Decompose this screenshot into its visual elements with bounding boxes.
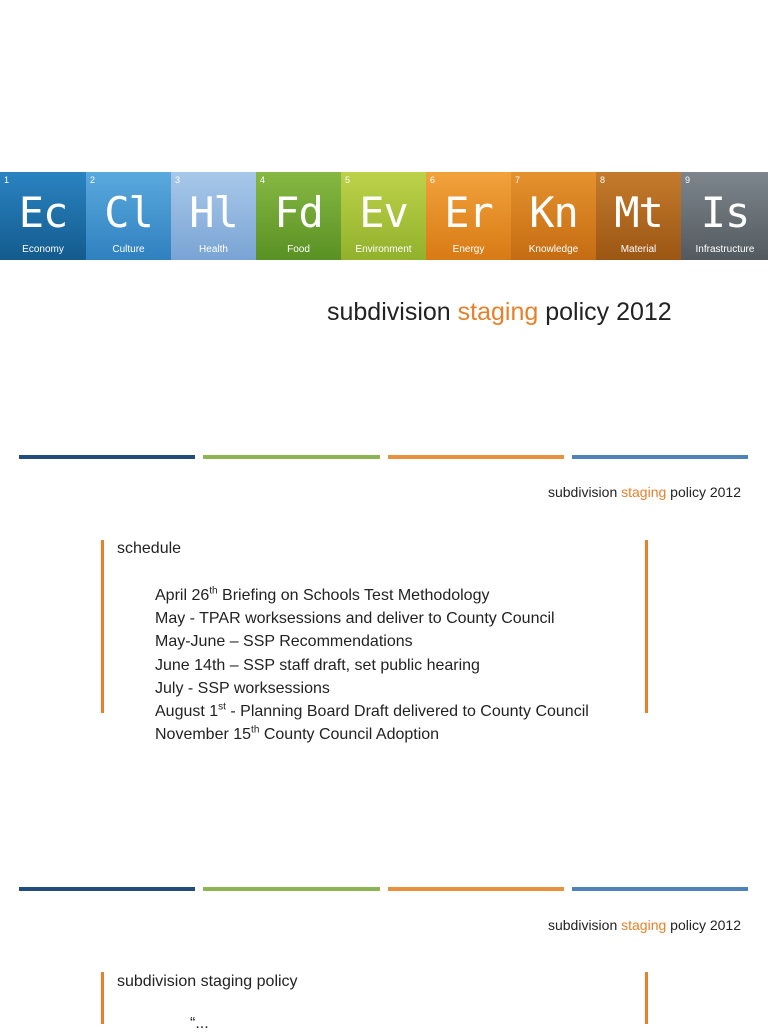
tile-material: [596, 172, 681, 260]
tile-number: 2: [90, 175, 96, 185]
list-item: July - SSP worksessions: [155, 679, 330, 697]
list-item: June 14th – SSP staff draft, set public hearing: [155, 656, 480, 674]
list-item: April 26th Briefing on Schools Test Methodology: [155, 585, 490, 604]
title-accent: staging: [621, 917, 667, 933]
tile-name: Energy: [452, 244, 485, 255]
tile-symbol: Ec: [18, 188, 68, 237]
tile-number: 8: [600, 175, 606, 185]
slide-title: [327, 298, 672, 327]
tile-symbol: Ev: [359, 188, 408, 237]
frame-bar-left: [101, 540, 104, 713]
rule-segment-green: [203, 455, 379, 459]
slide-header-title: [548, 917, 741, 933]
list-item: May - TPAR worksessions and deliver to County Council: [155, 610, 555, 628]
color-rule: [19, 887, 748, 891]
tile-symbol: Er: [444, 188, 493, 237]
title-pre: subdivision: [547, 917, 622, 933]
tile-number: 3: [175, 175, 181, 185]
tile-environment: [341, 172, 426, 260]
tile-name: Infrastructure: [695, 244, 755, 255]
frame-bar-right: [645, 540, 648, 713]
tile-name: Knowledge: [528, 244, 579, 255]
title-post: policy 2012: [666, 917, 741, 933]
tile-symbol: Kn: [529, 188, 578, 237]
tile-number: 7: [515, 175, 521, 185]
quote-text: “...: [190, 1015, 209, 1032]
tile-economy: [0, 172, 86, 260]
frame-bar-left: [101, 972, 104, 1024]
tile-name: Health: [199, 244, 228, 255]
tile-number: 4: [260, 175, 266, 185]
title-pre: subdivision: [547, 484, 622, 500]
rule-segment-lightblue: [572, 455, 748, 459]
title-accent: staging: [621, 484, 667, 500]
title-accent: staging: [457, 298, 539, 326]
tile-symbol: Hl: [189, 188, 238, 237]
tile-symbol: Cl: [104, 188, 153, 237]
list-item: August 1st - Planning Board Draft delivered to County Council: [155, 701, 589, 721]
tile-knowledge: [511, 172, 596, 260]
rule-segment-blue: [19, 455, 195, 459]
tile-number: 1: [4, 175, 10, 185]
tile-infrastructure: [681, 172, 768, 260]
color-rule: [19, 455, 748, 459]
tile-name: Economy: [22, 244, 64, 255]
title-pre: subdivision: [327, 298, 458, 326]
rule-segment-blue: [19, 887, 195, 891]
tile-name: Material: [620, 244, 657, 255]
list-item: November 15th County Council Adoption: [155, 724, 440, 744]
element-banner: [0, 172, 768, 260]
tile-culture: [86, 172, 171, 260]
tile-food: [256, 172, 341, 260]
title-post: policy 2012: [666, 484, 741, 500]
tile-symbol: Fd: [274, 188, 323, 237]
rule-segment-orange: [388, 887, 564, 891]
tile-name: Environment: [355, 244, 412, 255]
tile-health: [171, 172, 256, 260]
tile-symbol: Mt: [614, 188, 663, 237]
schedule-list: [155, 584, 589, 746]
rule-segment-lightblue: [572, 887, 748, 891]
frame-bar-right: [645, 972, 648, 1024]
rule-segment-green: [203, 887, 379, 891]
list-item: May-June – SSP Recommendations: [155, 633, 413, 651]
tile-symbol: Is: [700, 188, 750, 237]
tile-number: 5: [345, 175, 351, 185]
tile-name: Food: [287, 244, 310, 255]
section-heading: subdivision staging policy: [117, 973, 298, 990]
rule-segment-orange: [388, 455, 564, 459]
tile-energy: [426, 172, 511, 260]
tile-number: 9: [685, 175, 691, 185]
slide-header-title: [548, 484, 741, 500]
title-post: policy 2012: [538, 298, 672, 326]
section-heading: schedule: [117, 540, 182, 557]
tile-number: 6: [430, 175, 436, 185]
tile-name: Culture: [112, 244, 145, 255]
